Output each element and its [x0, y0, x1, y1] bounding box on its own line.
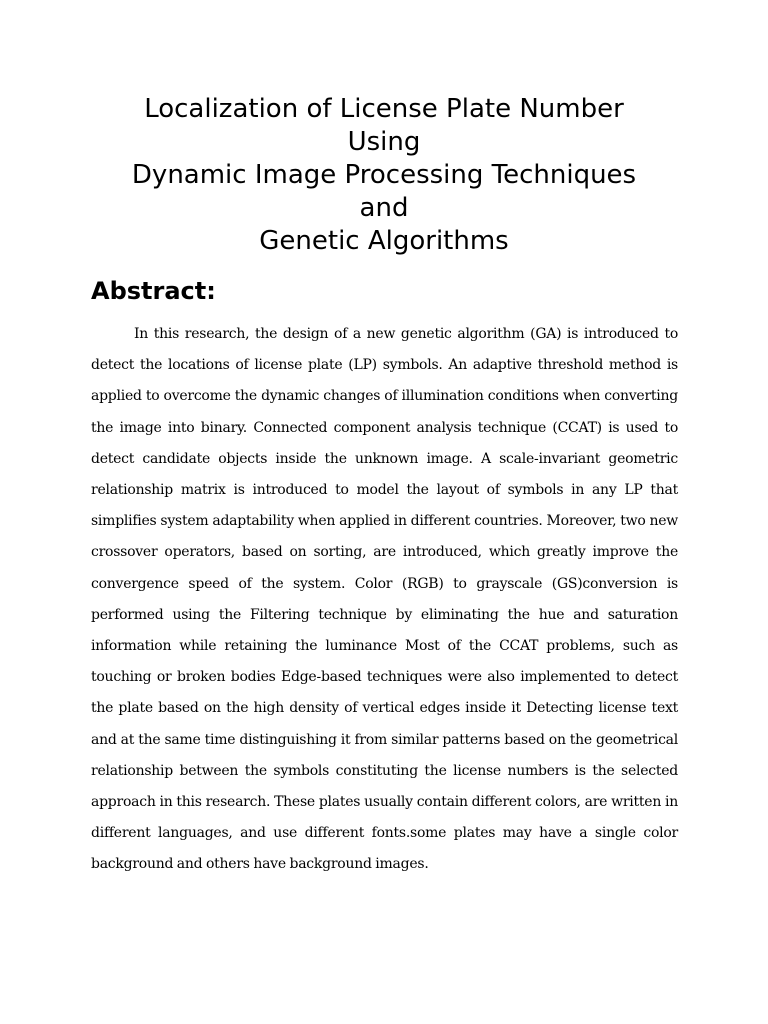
- title-line-1: Localization of License Plate Number: [144, 94, 624, 124]
- title-line-5: Genetic Algorithms: [259, 226, 509, 256]
- title-line-2: Using: [347, 127, 421, 157]
- abstract-heading: Abstract:: [91, 277, 216, 305]
- title-line-3: Dynamic Image Processing Techniques: [131, 160, 637, 190]
- abstract-paragraph: In this research, the design of a new genetic algorithm (GA) is introduced to detect the locations of license plate (LP) symbols. An adaptive threshold method is applied to overcome the dynamic changes of illumination conditions when converting the image into binary. Connected component analysis technique (CCAT) is used to detect candidate objects inside the unknown image. A scale-invariant geometric relationship matrix is introduced to model the layout of symbols in any LP that simplifies system adaptability when applied in different countries. Moreover, two new crossover operators, based on sorting, are introduced, which greatly improve the convergence speed of the system. Color (RGB) to grayscale (GS)conversion is performed using the Filtering technique by eliminating the hue and saturation information while retaining the luminance Most of the CCAT problems, such as touching or broken bodies Edge-based techniques were also implemented to detect the plate based on the high density of vertical edges inside it Detecting license text and at the same time distinguishing it from similar patterns based on the geometrical relationship between the symbols constituting the license numbers is the selected approach in this research. These plates usually contain different colors, are written in different languages, and use different fonts.some plates may have a single color background and others have background images.: [91, 326, 678, 873]
- document-title: [60, 93, 708, 258]
- title-line-4: and: [359, 193, 409, 223]
